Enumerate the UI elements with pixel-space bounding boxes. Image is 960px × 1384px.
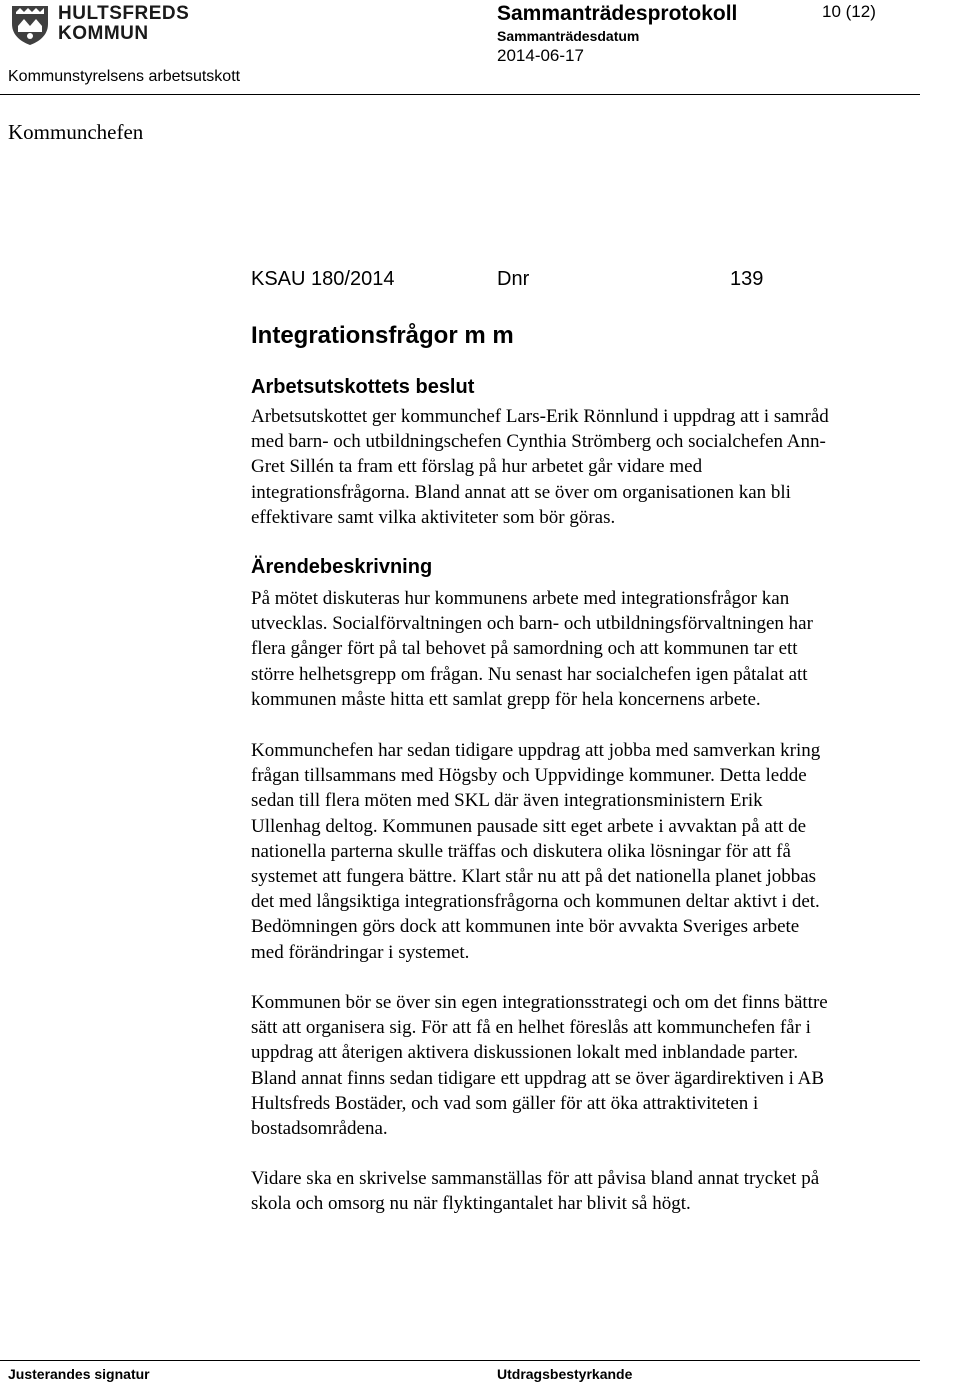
extract-certification-label: Utdragsbestyrkande bbox=[497, 1366, 633, 1382]
footer-divider bbox=[0, 1360, 920, 1361]
item-title: Integrationsfrågor m m bbox=[251, 322, 514, 349]
document-title: Sammanträdesprotokoll bbox=[497, 2, 738, 25]
decision-text bbox=[251, 404, 921, 530]
text-line: Gret Sillén ta fram ett förslag på hur arbetet går vidare med bbox=[251, 456, 703, 478]
text-line: systemet att fungera bättre. Klart står nu att på det nationella planet jobbas bbox=[251, 865, 817, 887]
description-paragraph bbox=[251, 990, 921, 1141]
text-line: det med långsiktiga integrationsfrågorna och kommunen deltar aktivt i det. bbox=[251, 891, 820, 913]
meeting-date-label: Sammanträdesdatum bbox=[497, 28, 640, 44]
description-paragraph bbox=[251, 738, 921, 965]
description-paragraph bbox=[251, 1166, 921, 1216]
text-line: större helhetsgrepp om frågan. Nu senast har socialchefen igen påtalat att bbox=[251, 663, 808, 685]
text-line: Arbetsutskottet ger kommunchef Lars-Erik Rönnlund i uppdrag att i samråd bbox=[251, 406, 829, 427]
text-line: effektivare samt vilka aktiviteter som bör göras. bbox=[251, 506, 616, 528]
text-line: nationella parterna skulle träffas och diskutera olika lösningar för att få bbox=[251, 840, 791, 862]
municipality-name-line-1: HULTSFREDS bbox=[58, 3, 190, 24]
text-line: Kommunchefen har sedan tidigare uppdrag att jobba med samverkan kring bbox=[251, 740, 821, 761]
municipality-logo bbox=[8, 2, 188, 46]
text-line: sedan till flera möten med SKL där även integrationsministern Erik bbox=[251, 790, 763, 812]
committee-name: Kommunstyrelsens arbetsutskott bbox=[8, 68, 241, 85]
text-line: integrationsfrågorna. Bland annat att se över om organisationen kan bli bbox=[251, 481, 791, 503]
page-number: 10 (12) bbox=[822, 2, 876, 21]
text-line: Bland annat finns sedan tidigare ett uppdrag att se över ägardirektiven i AB bbox=[251, 1067, 824, 1089]
municipality-name-line-2: KOMMUN bbox=[58, 23, 149, 44]
section-label: Kommunchefen bbox=[8, 120, 144, 144]
text-line: skola och omsorg nu när flyktingantalet har blivit så högt. bbox=[251, 1193, 691, 1215]
text-line: sätt att organisera sig. För att få en helhet föreslås att kommunchefen får i bbox=[251, 1017, 811, 1039]
case-dnr-label: Dnr bbox=[497, 268, 530, 290]
text-line: med förändringar i systemet. bbox=[251, 941, 470, 963]
text-line: Bedömningen görs dock att kommunen inte bör avvakta Sveriges arbete bbox=[251, 916, 800, 938]
text-line: Ullenhag deltog. Kommunen pausade sitt eget arbete i avvaktan på att de bbox=[251, 815, 807, 837]
text-line: Kommunen bör se över sin egen integrationsstrategi och om det finns bättre bbox=[251, 992, 828, 1013]
description-heading: Ärendebeskrivning bbox=[251, 556, 433, 578]
text-line: På mötet diskuteras hur kommunens arbete med integrationsfrågor kan bbox=[251, 588, 790, 609]
text-line: Hultsfreds Bostäder, och vad som gäller för att öka attraktiviteten i bbox=[251, 1092, 759, 1114]
header-divider bbox=[0, 94, 920, 95]
text-line: med barn- och utbildningschefen Cynthia Strömberg och socialchefen Ann- bbox=[251, 431, 826, 453]
description-paragraph bbox=[251, 586, 921, 712]
text-line: uppdrag att återigen aktivera diskussionen lokalt med inblandade parter. bbox=[251, 1042, 799, 1064]
signature-label: Justerandes signatur bbox=[8, 1366, 150, 1382]
text-line: bostadsområdena. bbox=[251, 1117, 388, 1139]
case-id: KSAU 180/2014 bbox=[251, 268, 395, 290]
text-line: frågan tillsammans med Högsby och Uppvidinge kommuner. Detta ledde bbox=[251, 765, 807, 787]
coat-of-arms-icon bbox=[8, 2, 52, 46]
text-line: utvecklas. Socialförvaltningen och barn- och utbildningsförvaltningen har bbox=[251, 613, 813, 635]
case-number: 139 bbox=[730, 268, 764, 290]
text-line: kommunen måste hitta ett samlat grepp för hela koncernens arbete. bbox=[251, 688, 761, 710]
text-line: Vidare ska en skrivelse sammanställas för att påvisa bland annat trycket på bbox=[251, 1168, 820, 1189]
text-line: flera gånger fört på tal behovet på samordning och att kommunen tar ett bbox=[251, 638, 798, 660]
meeting-date: 2014-06-17 bbox=[497, 46, 584, 65]
decision-heading: Arbetsutskottets beslut bbox=[251, 376, 475, 398]
